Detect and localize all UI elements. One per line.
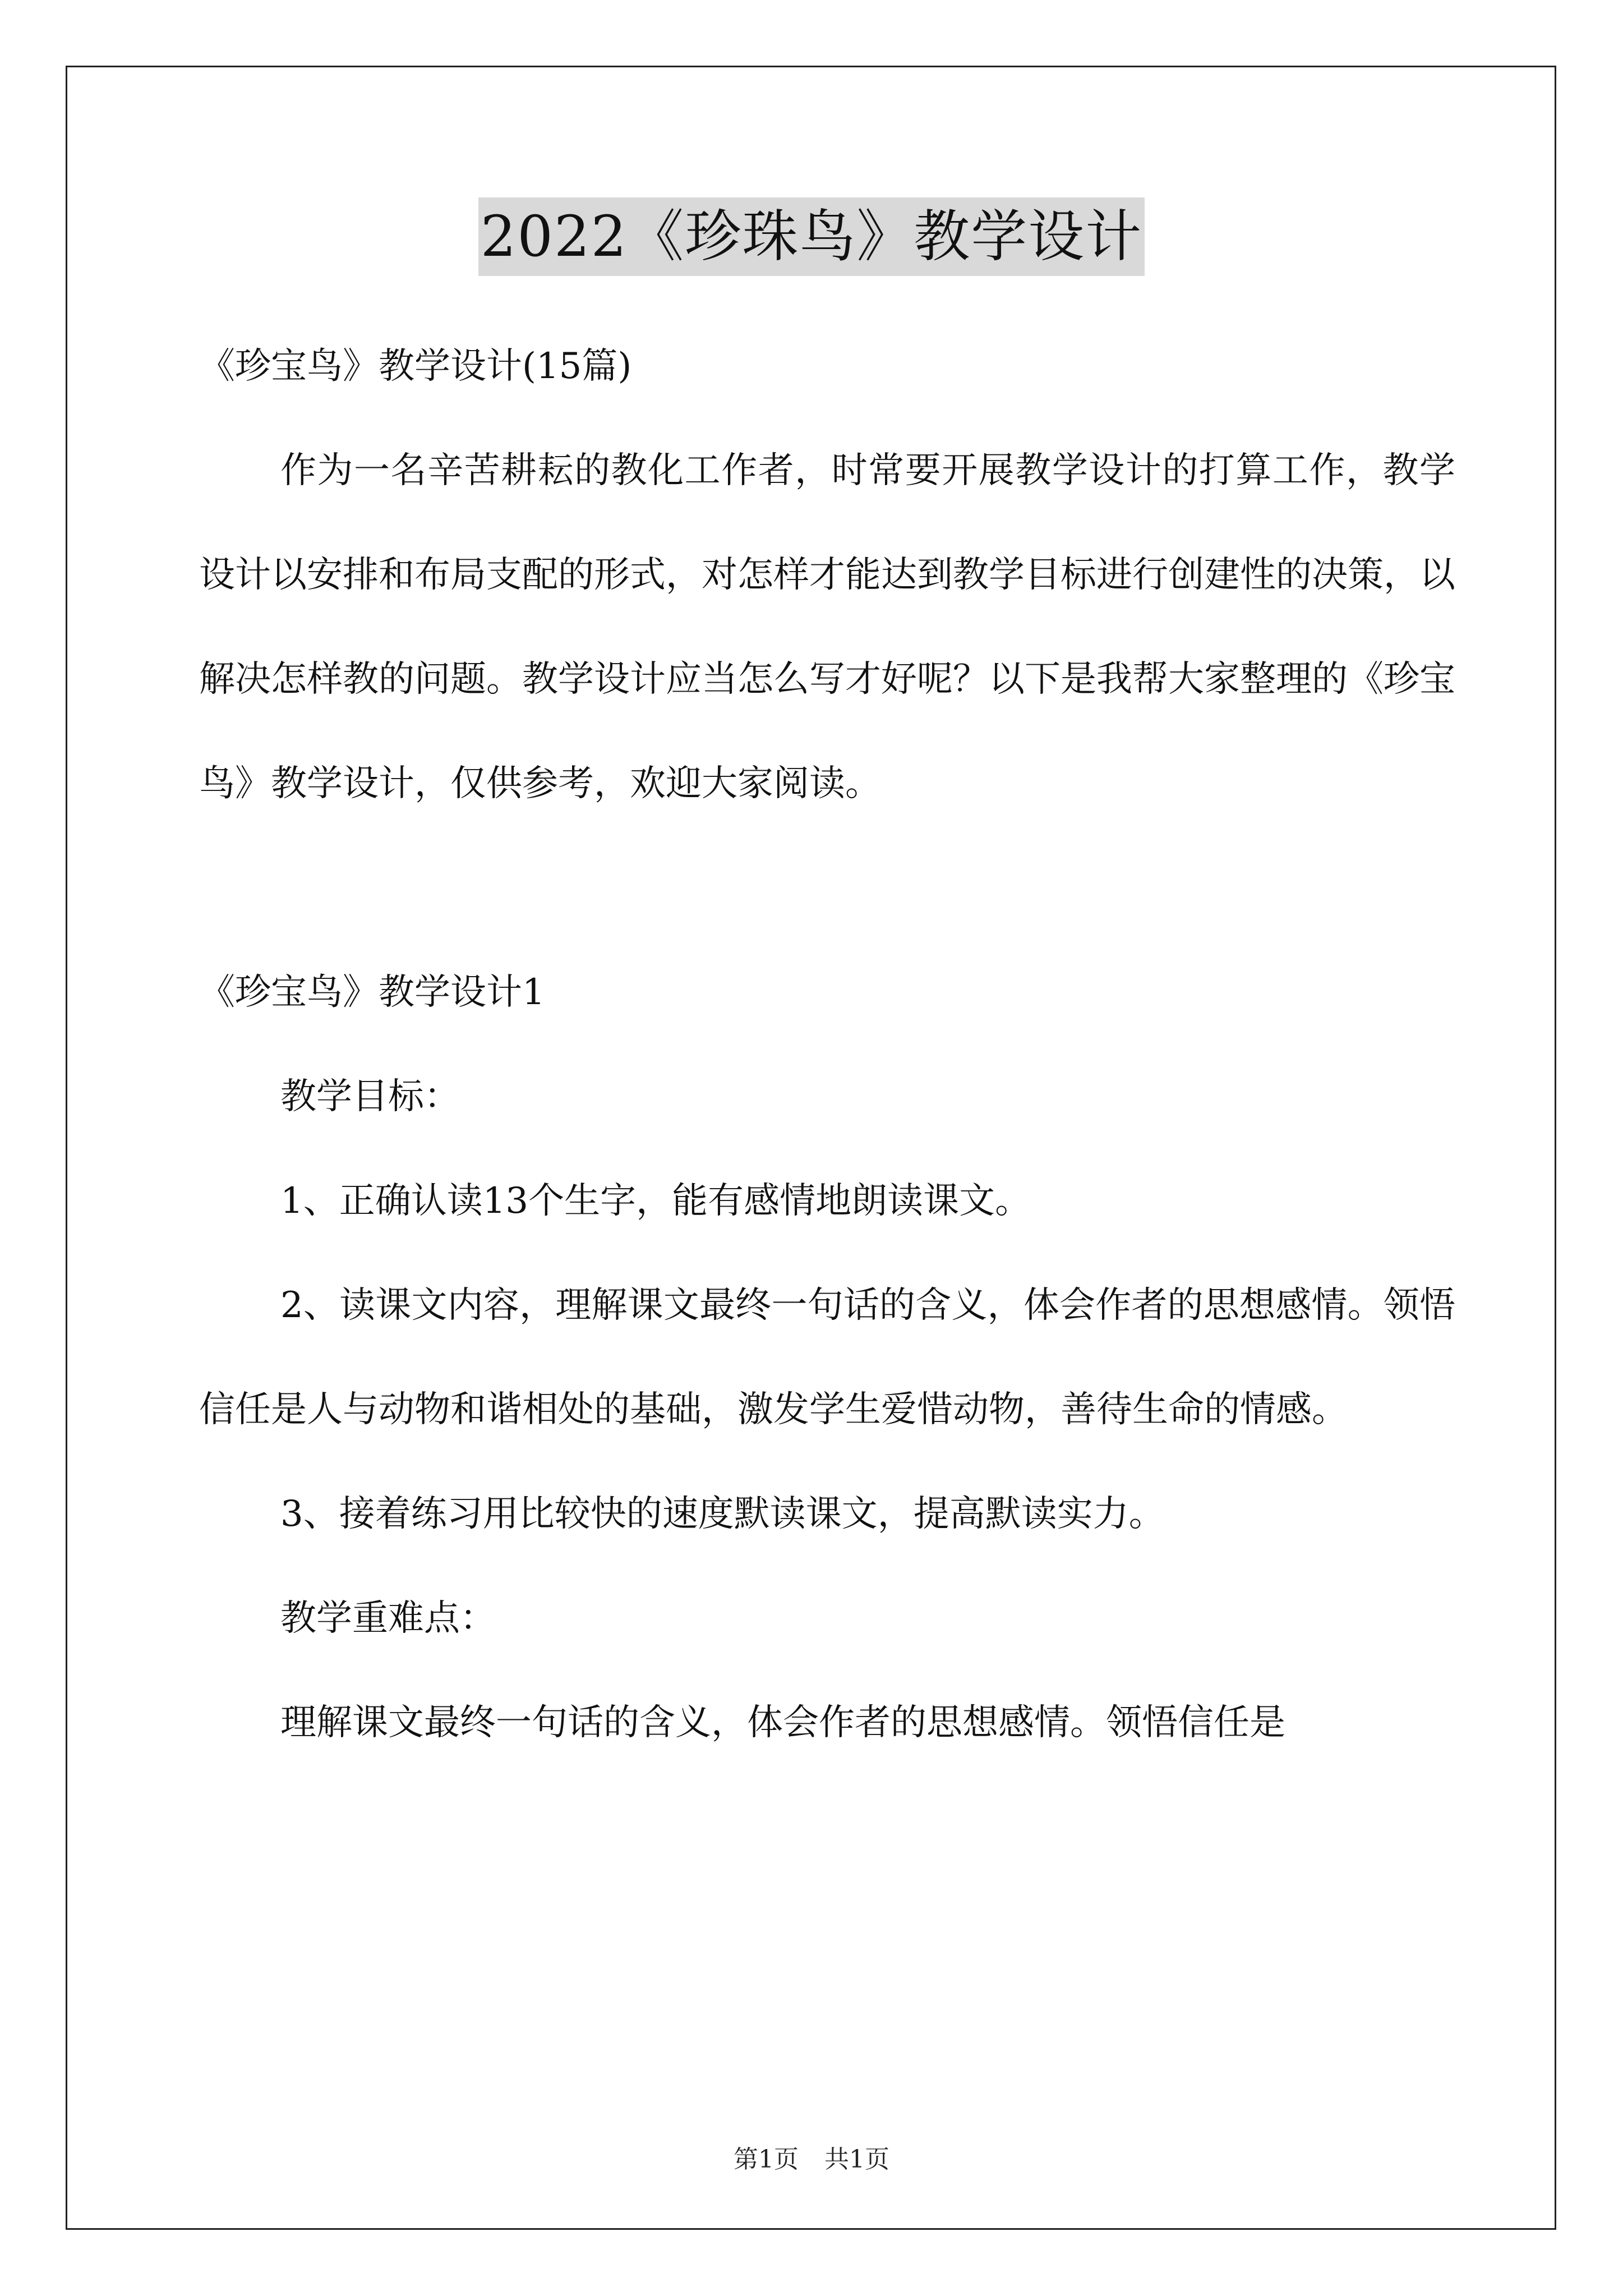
difficulty-heading: 教学重难点： xyxy=(280,1598,496,1639)
page-number-total: 共1页 xyxy=(824,2145,889,2174)
goal-item-3: 3、接着练习用比较快的速度默读课文，提高默读实力。 xyxy=(280,1493,1165,1535)
title-container xyxy=(0,197,1623,276)
document-title: 2022《珍珠鸟》教学设计 xyxy=(478,197,1145,276)
page-footer xyxy=(0,2143,1623,2177)
section-spacer xyxy=(199,836,1455,940)
document-subtitle: 《珍宝鸟》教学设计(15篇) xyxy=(199,346,632,387)
section-title: 《珍宝鸟》教学设计1 xyxy=(199,972,545,1013)
goal-item-1: 1、正确认读13个生字，能有感情地朗读课文。 xyxy=(280,1180,1031,1222)
document-body xyxy=(199,314,1455,1775)
intro-paragraph: 作为一名辛苦耕耘的教化工作者，时常要开展教学设计的打算工作，教学设计以安排和布局支配的形式，对怎样才能达到教学目标进行创建性的决策，以解决怎样教的问题。教学设计应当怎么写才好呢？以下是我帮大家整理的《珍宝鸟》教学设计，仅供参考，欢迎大家阅读。 xyxy=(199,450,1455,804)
goals-heading: 教学目标： xyxy=(280,1076,460,1117)
goal-item-2: 2、读课文内容，理解课文最终一句话的含义，体会作者的思想感情。领悟信任是人与动物和谐相处的基础，激发学生爱惜动物，善待生命的情感。 xyxy=(199,1285,1455,1430)
page-number-current: 第1页 xyxy=(734,2145,799,2174)
difficulty-paragraph: 理解课文最终一句话的含义，体会作者的思想感情。领悟信任是 xyxy=(280,1702,1285,1743)
